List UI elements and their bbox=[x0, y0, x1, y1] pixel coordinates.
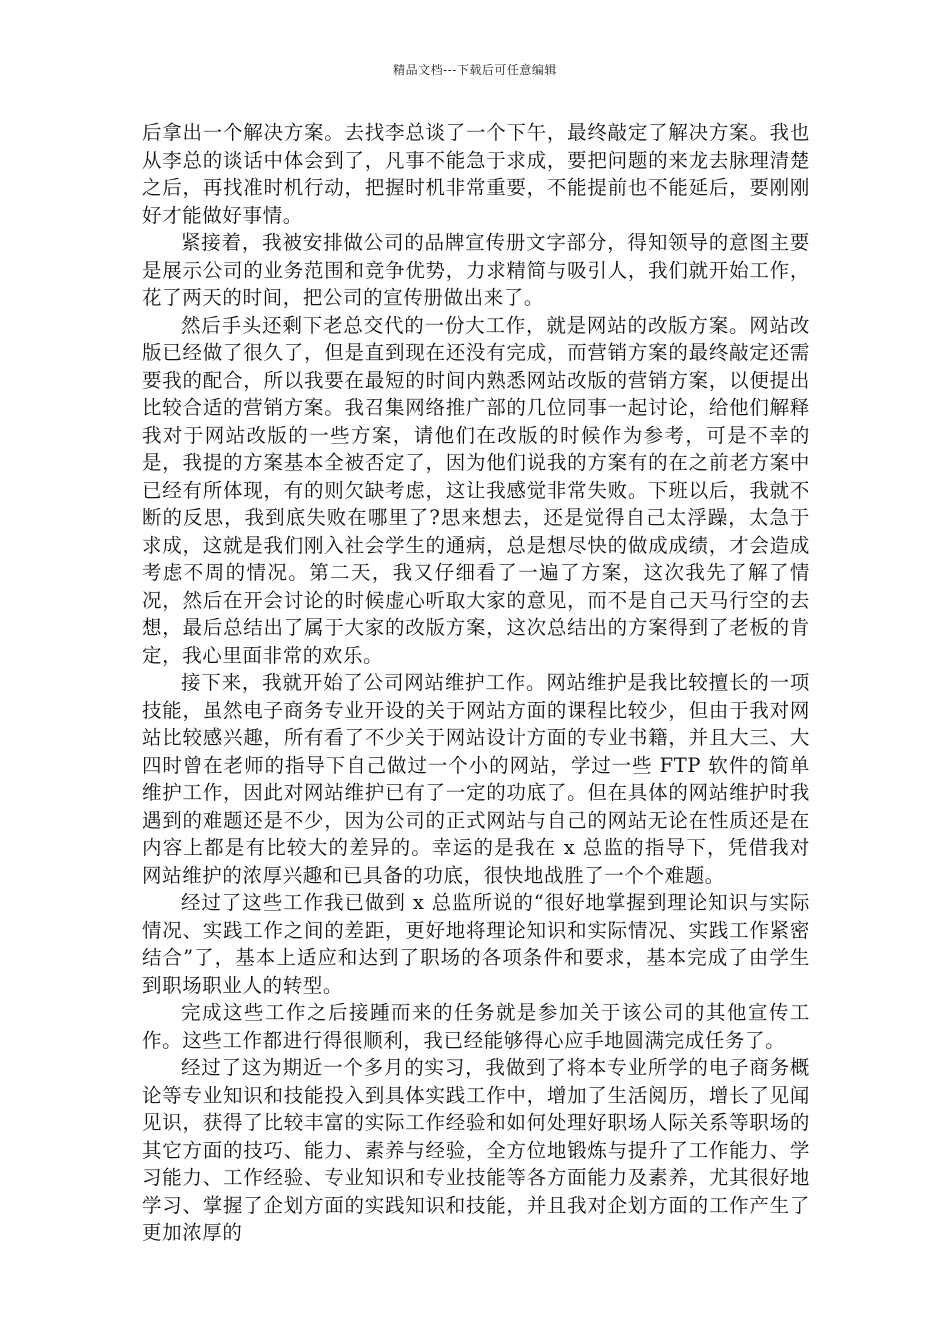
paragraph-3: 然后手头还剩下老总交代的一份大工作，就是网站的改版方案。网站改版已经做了很久了，但是直到现在还没有完成，而营销方案的最终敲定还需要我的配合，所以我要在最短的时间内熟悉网站改版的营销方案，以便提出比较合适的营销方案。我召集网络推广部的几位同事一起讨论，给他们解释我对于网站改版的一些方案，请他们在改版的时候作为参考，可是不幸的是，我提的方案基本全被否定了，因为他们说我的方案有的在之前老方案中已经有所体现，有的则欠缺考虑，这让我感觉非常失败。下班以后，我就不断的反思，我到底失败在哪里了?思来想去，还是觉得自己太浮躁，太急于求成，这就是我们刚入社会学生的通病，总是想尽快的做成成绩，才会造成考虑不周的情况。第二天，我又仔细看了一遍了方案，这次我先了解了情况，然后在开会讨论的时候虚心听取大家的意见，而不是自己天马行空的去想，最后总结出了属于大家的改版方案，这次总结出的方案得到了老板的肯定，我心里面非常的欢乐。 bbox=[142, 313, 810, 667]
document-body bbox=[142, 119, 810, 1247]
paragraph-4: 接下来，我就开始了公司网站维护工作。网站维护是我比较擅长的一项技能，虽然电子商务专业开设的关于网站方面的课程比较少，但由于我对网站比较感兴趣，所有看了不少关于网站设计方面的专业书籍，并且大三、大四时曾在老师的指导下自己做过一个小的网站，学过一些 FTP 软件的简单维护工作，因此对网站维护已有了一定的功底了。但在具体的网站维护时我遇到的难题还是不少，因为公司的正式网站与自己的网站无论在性质还是在内容上都是有比较大的差异的。幸运的是我在 x 总监的指导下，凭借我对网站维护的浓厚兴趣和已具备的功底，很快地战胜了一个个难题。 bbox=[142, 671, 810, 887]
paragraph-1: 后拿出一个解决方案。去找李总谈了一个下午，最终敲定了解决方案。我也从李总的谈话中体会到了，凡事不能急于求成，要把问题的来龙去脉理清楚之后，再找准时机行动，把握时机非常重要，不能提前也不能延后，要刚刚好才能做好事情。 bbox=[142, 121, 810, 227]
paragraph-6: 完成这些工作之后接踵而来的任务就是参加关于该公司的其他宣传工作。这些工作都进行得很顺利，我已经能够得心应手地圆满完成任务了。 bbox=[142, 1001, 810, 1052]
paragraph-2: 紧接着，我被安排做公司的品牌宣传册文字部分，得知领导的意图主要是展示公司的业务范围和竞争优势，力求精简与吸引人，我们就开始工作，花了两天的时间，把公司的宣传册做出来了。 bbox=[142, 231, 810, 309]
paragraph-7: 经过了这为期近一个多月的实习，我做到了将本专业所学的电子商务概论等专业知识和技能投入到具体实践工作中，增加了生活阅历，增长了见闻见识，获得了比较丰富的实际工作经验和如何处理好职场人际关系等职场的其它方面的技巧、能力、素养与经验，全方位地锻炼与提升了工作能力、学习能力、工作经验、专业知识和专业技能等各方面能力及素养，尤其很好地学习、掌握了企划方面的实践知识和技能，并且我对企划方面的工作产生了更加浓厚的 bbox=[142, 1056, 810, 1244]
page-header: 精品文档---下载后可任意编辑 bbox=[393, 63, 557, 77]
paragraph-5: 经过了这些工作我已做到 x 总监所说的“很好地掌握到理论知识与实际情况、实践工作之间的差距，更好地将理论知识和实际情况、实践工作紧密结合”了，基本上适应和达到了职场的各项条件和要求，基本完成了由学生到职场职业人的转型。 bbox=[142, 891, 810, 997]
